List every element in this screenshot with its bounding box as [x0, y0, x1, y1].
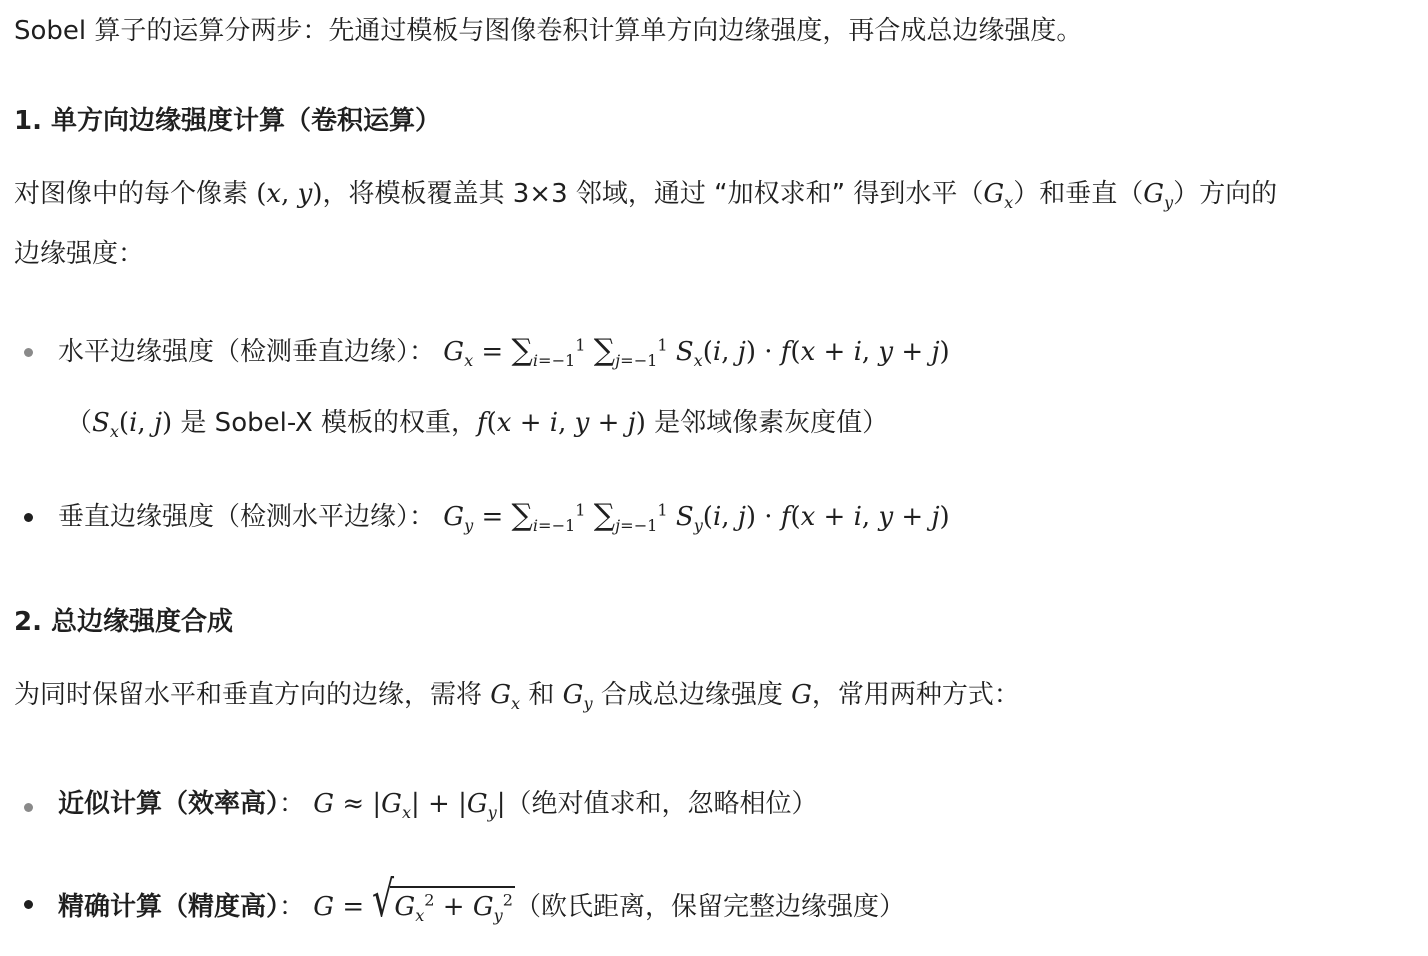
gy-formula: $G_y = \sum_{i=-1}^1$ $\sum_{j=-1}^1$ $S_y(i$, j) · f(x + i, y + j): [443, 498, 950, 536]
list-item-label: 近似计算（效率高）: [58, 789, 280, 819]
approx-formula: $G \approx |G_x| + |G_y|$: [313, 789, 506, 823]
gx-formula: $G_x = \sum_{i=-1}^1$ $\sum_{j=-1}^1$ $S_x(i$, j) · f(x + i, y + j): [443, 333, 950, 371]
section1-description: 对图像中的每个像素 (x, y)，将模板覆盖其 3×3 邻域，通过 “加权求和” 得到水平$(G_x)$和垂直$(G_y)$方向的: [14, 179, 1278, 213]
bullet-marker: [24, 513, 33, 522]
section1-description-line2: 边缘强度：: [14, 239, 145, 269]
list-item-label: 精确计算（精度高）: [58, 892, 280, 922]
intro-paragraph: Sobel 算子的运算分两步：先通过模板与图像卷积计算单方向边缘强度，再合成总边缘强度。: [14, 16, 1083, 46]
list-item-label: 垂直边缘强度（检测水平边缘）：: [58, 502, 436, 532]
section2-description: 为同时保留水平和垂直方向的边缘，需将 $G_x$ 和 $G_y$ 合成总边缘强度 G，常用两种方式：: [14, 680, 1020, 714]
gx-note: （$S_x(i$, j) 是 Sobel-X 模板的权重，f(x + i, y + j) 是邻域像素灰度值）: [66, 408, 889, 442]
list-item-gy: [58, 498, 950, 534]
list-item-gx: [58, 333, 950, 369]
exact-formula: G = √ $G_x^2 + G_y^2$: [313, 870, 513, 928]
list-item-approx: 近似计算（效率高）： $G \approx |G_x| + |G_y|$（绝对值求和，忽略相位）: [58, 789, 818, 823]
list-item-exact: 精确计算（精度高）： G = √ $G_x^2 + G_y^2$（欧氏距离，保留完整边缘强度）: [58, 870, 906, 928]
bullet-marker: [24, 900, 33, 909]
list-item-label: 水平边缘强度（检测垂直边缘）：: [58, 337, 436, 367]
sqrt-symbol: √ $G_x^2 + G_y^2$: [372, 870, 513, 928]
section1-heading: 1. 单方向边缘强度计算（卷积运算）: [14, 106, 442, 136]
section2-heading: 2. 总边缘强度合成: [14, 607, 234, 637]
bullet-marker: [24, 348, 33, 357]
bullet-marker: [24, 803, 33, 812]
